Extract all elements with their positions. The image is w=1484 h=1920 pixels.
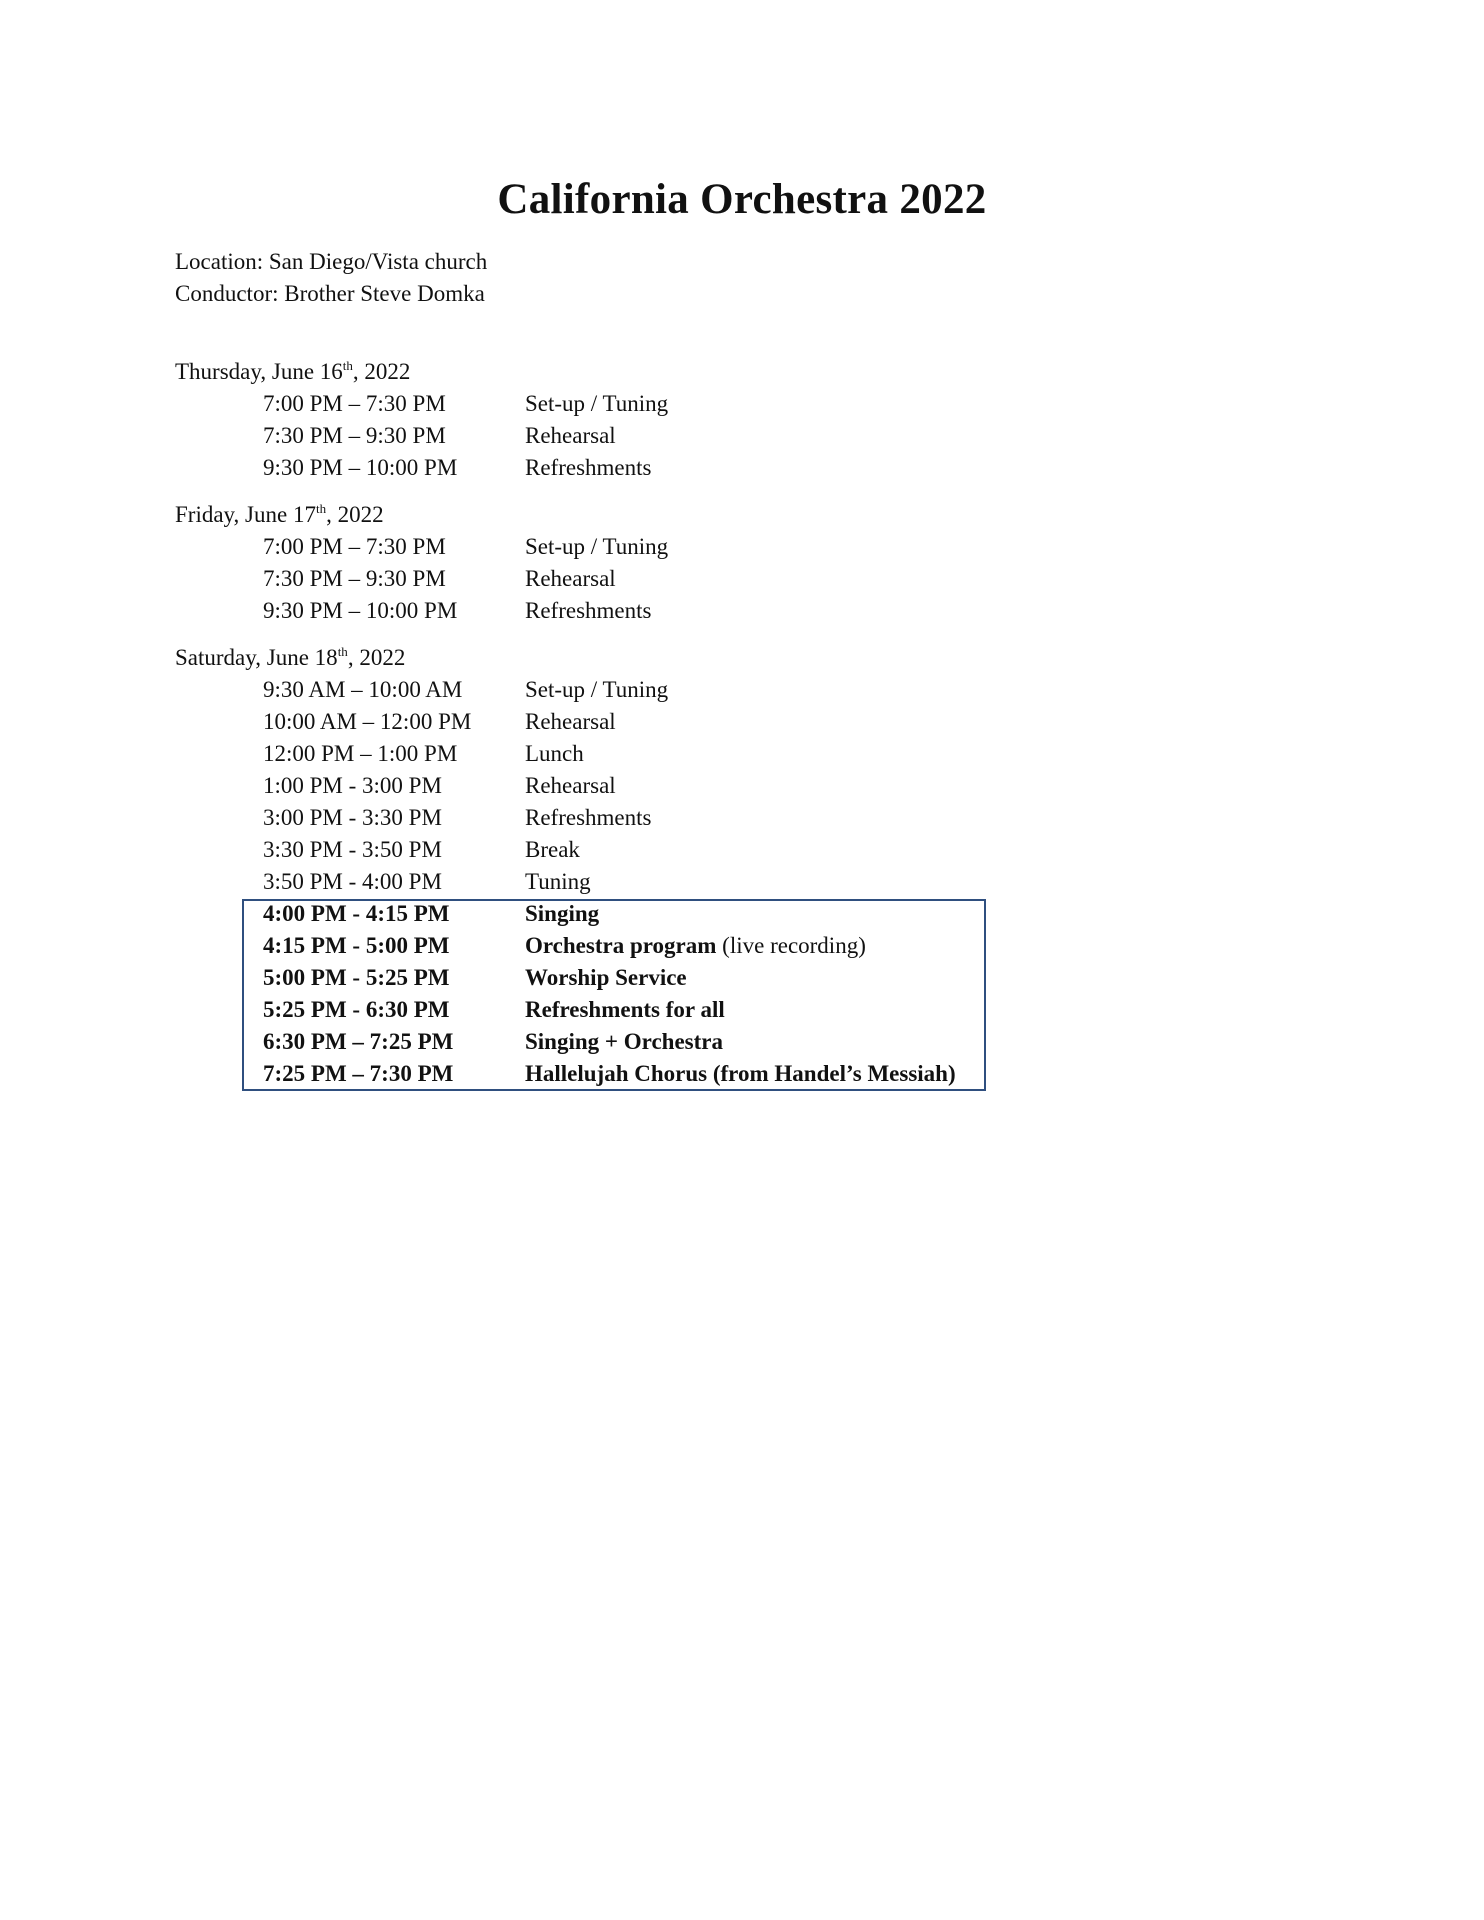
activity: Lunch [525,741,584,766]
time-range: 5:25 PM - 6:30 PM [263,997,450,1022]
activity: Hallelujah Chorus (from Handel’s Messiah) [525,1061,956,1086]
activity: Rehearsal [525,423,616,448]
conductor-line: Conductor: Brother Steve Domka [175,281,485,306]
activity: Worship Service [525,965,687,990]
time-range: 7:25 PM – 7:30 PM [263,1061,454,1086]
activity: Tuning [525,869,591,894]
activity: Rehearsal [525,709,616,734]
activity-with-note [525,930,866,962]
time-range: 7:00 PM – 7:30 PM [263,534,446,559]
activity: Set-up / Tuning [525,534,669,559]
page-title: California Orchestra 2022 [497,176,987,223]
time-range: 9:30 PM – 10:00 PM [263,455,458,480]
activity: Refreshments [525,455,652,480]
day-heading-saturday: Saturday, June 18th, 2022 [175,644,406,670]
time-range: 4:00 PM - 4:15 PM [263,901,450,926]
day-heading-thursday: Thursday, June 16th, 2022 [175,358,411,384]
time-range: 6:30 PM – 7:25 PM [263,1029,454,1054]
activity: Refreshments [525,805,652,830]
location-line: Location: San Diego/Vista church [175,249,488,274]
time-range: 5:00 PM - 5:25 PM [263,965,450,990]
time-range: 4:15 PM - 5:00 PM [263,933,450,958]
time-range: 7:00 PM – 7:30 PM [263,391,446,416]
time-range: 1:00 PM - 3:00 PM [263,773,442,798]
activity: Set-up / Tuning [525,391,669,416]
activity: Set-up / Tuning [525,677,669,702]
time-range: 7:30 PM – 9:30 PM [263,423,446,448]
activity: Refreshments for all [525,997,725,1022]
activity: Singing [525,901,600,926]
activity: Singing + Orchestra [525,1029,723,1054]
time-range: 7:30 PM – 9:30 PM [263,566,446,591]
activity: Rehearsal [525,773,616,798]
activity: Orchestra program [525,933,717,958]
day-heading-friday: Friday, June 17th, 2022 [175,501,384,527]
activity: Break [525,837,580,862]
time-range: 3:50 PM - 4:00 PM [263,869,442,894]
event-info [175,246,487,310]
activity: Refreshments [525,598,652,623]
time-range: 3:30 PM - 3:50 PM [263,837,442,862]
time-range: 12:00 PM – 1:00 PM [263,741,458,766]
time-range: 3:00 PM - 3:30 PM [263,805,442,830]
activity: Rehearsal [525,566,616,591]
time-range: 10:00 AM – 12:00 PM [263,709,472,734]
time-range: 9:30 AM – 10:00 AM [263,677,463,702]
time-range: 9:30 PM – 10:00 PM [263,598,458,623]
activity-note: (live recording) [716,933,866,958]
